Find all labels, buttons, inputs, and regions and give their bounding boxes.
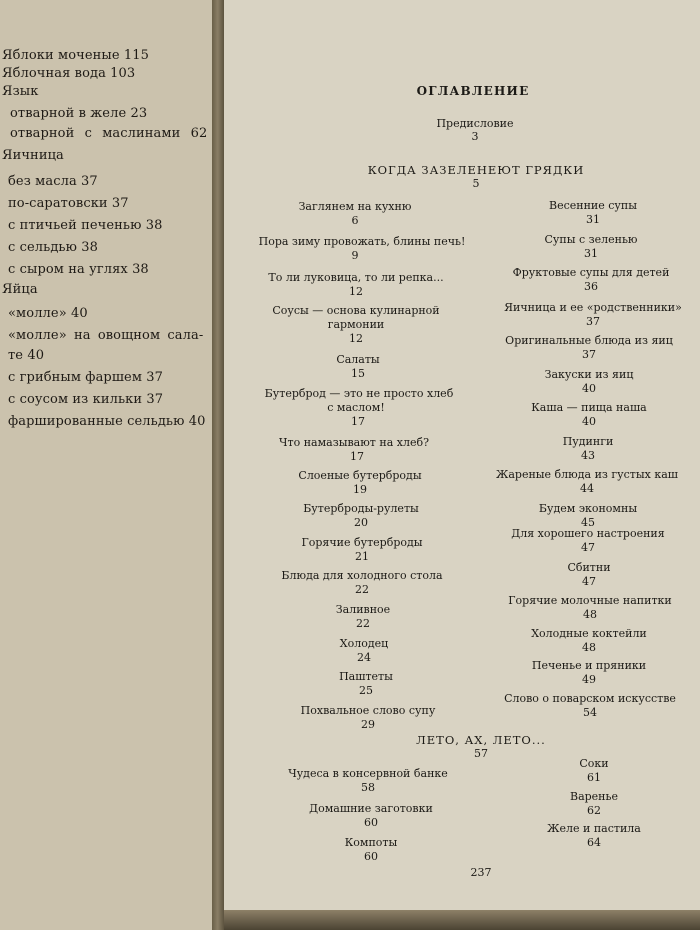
toc-entry-page: 6: [351, 214, 359, 227]
toc-entry-page: 36: [584, 280, 598, 293]
index-line: с птичьей печенью 38: [8, 218, 163, 233]
toc-entry-page: 19: [353, 483, 367, 496]
toc-entry-page: 60: [364, 816, 378, 829]
toc-entry-title: Фруктовые супы для детей: [512, 266, 670, 279]
toc-entry-page: 47: [582, 575, 596, 588]
toc-entry-page: 49: [582, 673, 596, 686]
toc-entry-title: Пудинги: [562, 435, 614, 448]
toc-entry-title: Холодец: [339, 637, 389, 650]
right-page: [224, 0, 700, 913]
page-edge: [224, 910, 700, 930]
toc-entry-title: Весенние супы: [549, 199, 637, 212]
toc-entry-title: Печенье и пряники: [531, 659, 647, 672]
toc-entry-page: 43: [581, 449, 595, 462]
toc-entry-page: 48: [583, 608, 597, 621]
toc-entry-page: 60: [364, 850, 378, 863]
toc-entry-page: 31: [586, 213, 600, 226]
toc-entry-title: Соки: [579, 757, 609, 770]
toc-entry-page: 58: [361, 781, 375, 794]
toc-entry-title: Чудеса в консервной банке: [288, 767, 448, 780]
toc-entry-page: 12: [349, 332, 363, 345]
toc-entry-title: То ли луковица, то ли репка...: [268, 271, 444, 284]
index-line: «молле» 40: [8, 306, 88, 321]
toc-entry-page: 40: [582, 382, 596, 395]
toc-entry-page: 31: [584, 247, 598, 260]
toc-entry-title: Каша — пища наша: [531, 401, 647, 414]
toc-entry-title: Блюда для холодного стола: [281, 569, 443, 582]
toc-entry-title: Оригинальные блюда из яиц: [505, 334, 673, 347]
section-page: 5: [472, 177, 480, 190]
toc-title: ОГЛАВЛЕНИЕ: [416, 84, 530, 98]
index-line: Яблоки моченые 115: [2, 48, 150, 63]
toc-entry-page: 12: [349, 285, 363, 298]
toc-entry-title: Супы с зеленью: [544, 233, 638, 246]
toc-entry-page: 47: [581, 541, 595, 554]
toc-entry-page: 9: [351, 249, 359, 262]
toc-entry-page: 21: [355, 550, 369, 563]
toc-entry-page: 64: [587, 836, 601, 849]
toc-entry-title: Заливное: [335, 603, 391, 616]
toc-entry-title: Слоеные бутерброды: [298, 469, 422, 482]
toc-entry-title: Пора зиму провожать, блины печь!: [258, 235, 466, 248]
toc-entry-title: Компоты: [344, 836, 398, 849]
toc-entry-title: гармонии: [327, 318, 385, 331]
toc-entry-title: Для хорошего настроения: [511, 527, 665, 540]
toc-entry-title: Будем экономны: [538, 502, 638, 515]
toc-entry-page: 40: [582, 415, 596, 428]
toc-entry-page: 15: [351, 367, 365, 380]
index-line: Яблочная вода 103: [2, 66, 136, 81]
preface-title: Предисловие: [436, 117, 514, 130]
toc-entry-page: 17: [350, 450, 364, 463]
toc-entry-page: 44: [580, 482, 594, 495]
section-page: 57: [474, 747, 488, 760]
toc-entry-title: Салаты: [336, 353, 380, 366]
toc-entry-title: Закуски из яиц: [544, 368, 634, 381]
toc-entry-title: Бутерброды-рулеты: [303, 502, 419, 515]
left-page: [0, 0, 214, 930]
toc-entry-title: Бутерброд — это не просто хлеб: [264, 387, 454, 400]
toc-entry-title: Яичница и ее «родственники»: [504, 301, 682, 314]
toc-entry-title: Сбитни: [567, 561, 611, 574]
toc-entry-title: Желе и пастила: [547, 822, 641, 835]
table-of-contents: [224, 0, 700, 910]
index-line: «молле» на овощном сала-: [8, 328, 204, 343]
toc-entry-title: Жареные блюда из густых каш: [496, 468, 678, 481]
toc-entry-page: 20: [354, 516, 368, 529]
toc-entry-page: 61: [587, 771, 601, 784]
toc-entry-page: 62: [587, 804, 601, 817]
index-line: те 40: [8, 348, 45, 363]
section-title: КОГДА ЗАЗЕЛЕНЕЮТ ГРЯДКИ: [367, 163, 585, 177]
toc-entry-title: Что намазывают на хлеб?: [279, 436, 429, 449]
index-line: отварной с маслинами 62: [10, 126, 208, 141]
index-line: с соусом из кильки 37: [8, 392, 164, 407]
toc-entry-page: 54: [583, 706, 597, 719]
section-title: ЛЕТО, АХ, ЛЕТО...: [416, 733, 546, 747]
index-line: Яйца: [2, 282, 38, 297]
toc-entry-page: 45: [581, 516, 595, 529]
index-line: с сыром на углях 38: [8, 262, 149, 277]
toc-entry-title: Похвальное слово супу: [300, 704, 436, 717]
preface-page: 3: [471, 130, 479, 143]
toc-entry-page: 48: [582, 641, 596, 654]
toc-entry-page: 22: [356, 617, 370, 630]
toc-entry-page: 22: [355, 583, 369, 596]
index-line: Язык: [2, 84, 39, 99]
toc-entry-title: с маслом!: [327, 401, 385, 414]
index-line: с сельдью 38: [8, 240, 98, 255]
toc-entry-page: 24: [357, 651, 371, 664]
toc-entry-title: Домашние заготовки: [309, 802, 433, 815]
index-line: отварной в желе 23: [10, 106, 148, 121]
toc-entry-title: Варенье: [569, 790, 619, 803]
toc-entry-title: Заглянем на кухню: [298, 200, 412, 213]
toc-entry-title: Горячие молочные напитки: [508, 594, 672, 607]
index-line: Яичница: [2, 148, 64, 163]
toc-entry-page: 37: [582, 348, 596, 361]
toc-entry-title: Соусы — основа кулинарной: [272, 304, 440, 317]
page-number: 237: [470, 866, 492, 879]
toc-entry-title: Холодные коктейли: [531, 627, 647, 640]
index-line: без масла 37: [8, 174, 98, 189]
toc-entry-title: Горячие бутерброды: [301, 536, 423, 549]
index-line: фаршированные сельдью 40: [8, 414, 206, 429]
toc-entry-title: Паштеты: [339, 670, 393, 683]
toc-entry-title: Слово о поварском искусстве: [504, 692, 676, 705]
index-line: по-саратовски 37: [8, 196, 129, 211]
index-line: с грибным фаршем 37: [8, 370, 164, 385]
toc-entry-page: 17: [351, 415, 365, 428]
toc-entry-page: 37: [586, 315, 600, 328]
toc-entry-page: 29: [361, 718, 375, 731]
toc-entry-page: 25: [359, 684, 373, 697]
